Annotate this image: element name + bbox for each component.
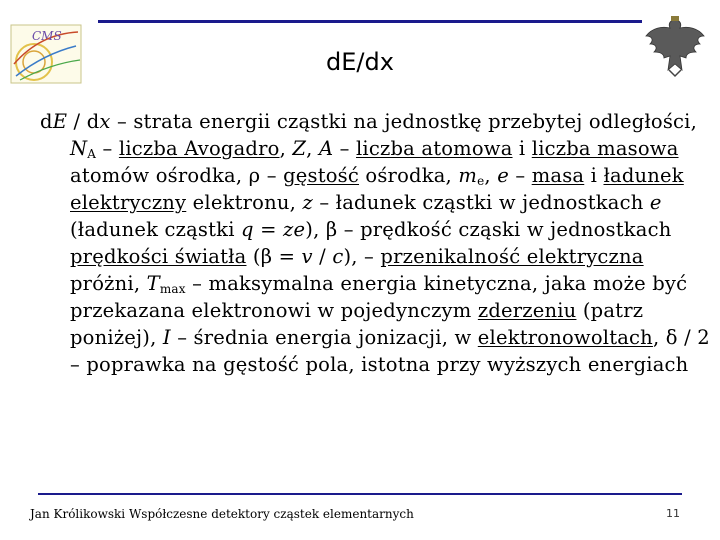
- variable: N: [70, 137, 88, 160]
- text-run: d: [40, 110, 53, 133]
- text-run: ), β – prędkość cząski w jednostkach: [305, 218, 672, 241]
- text-run: próżni,: [70, 272, 147, 295]
- text-run: ,: [306, 137, 319, 160]
- page-number: 11: [666, 507, 680, 520]
- link-liczba-atomowa[interactable]: liczba atomowa: [356, 137, 513, 160]
- text-run: –: [333, 137, 356, 160]
- subscript: e: [477, 174, 485, 188]
- variable: x: [99, 110, 111, 133]
- link-zderzenie[interactable]: zderzeniu: [477, 299, 577, 322]
- text-run: – ładunek cząstki w jednostkach: [312, 191, 650, 214]
- text-run: elektronu,: [186, 191, 303, 214]
- slide-title: dE/dx: [326, 48, 394, 76]
- variable: A: [318, 137, 334, 160]
- variable: z: [302, 191, 313, 214]
- top-rule: [98, 20, 642, 23]
- subscript: max: [159, 282, 186, 296]
- link-liczba-avogadro[interactable]: liczba Avogadro: [118, 137, 280, 160]
- text-run: –: [96, 137, 119, 160]
- text-run: (ładunek cząstki: [70, 218, 242, 241]
- variable: e: [649, 191, 662, 214]
- text-run: – maksymalna energia kinetyczna, jaka może być przekazana elektronowi w pojedynczym: [70, 272, 688, 322]
- text-run: , δ / 2 – poprawka na gęstość pola, istotna przy wyższych energiach: [70, 326, 710, 376]
- variable: E: [52, 110, 68, 133]
- link-elektronowolty[interactable]: elektronowoltach: [477, 326, 653, 349]
- link-przenikalnosc-elektryczna[interactable]: przenikalność elektryczna: [380, 245, 644, 268]
- variable: c: [332, 245, 344, 268]
- link-ladunek-elektryczny[interactable]: ładunek elektryczny: [70, 164, 684, 214]
- text-run: –: [508, 164, 532, 187]
- slide-body-text: [40, 108, 720, 378]
- text-run: –: [260, 164, 284, 187]
- text-run: atomów ośrodka,: [70, 164, 249, 187]
- link-predkosc-swiatla[interactable]: prędkości światła: [70, 245, 247, 268]
- variable: m: [458, 164, 478, 187]
- text-run: / d: [67, 110, 100, 133]
- text-run: ),: [343, 245, 365, 268]
- link-masa[interactable]: masa: [531, 164, 585, 187]
- symbol: ρ: [248, 164, 261, 187]
- text-run: ośrodka,: [359, 164, 459, 187]
- text-run: i: [512, 137, 532, 160]
- bottom-rule: [38, 493, 682, 495]
- subscript: A: [87, 147, 97, 161]
- text-run: –: [364, 245, 381, 268]
- variable: v: [301, 245, 313, 268]
- variable: q = ze: [241, 218, 306, 241]
- text-run: ,: [484, 164, 498, 187]
- cms-logo-text: CMS: [32, 29, 62, 43]
- variable: e: [497, 164, 509, 187]
- text-run: /: [312, 245, 333, 268]
- variable: T: [146, 272, 160, 295]
- text-run: – strata energii cząstki na jednostkę przebytej odległości,: [110, 110, 697, 133]
- variable: I: [162, 326, 171, 349]
- link-gestosc[interactable]: gęstość: [283, 164, 360, 187]
- link-liczba-masowa[interactable]: liczba masowa: [531, 137, 679, 160]
- text-run: (β =: [246, 245, 302, 268]
- text-run: (patrz poniżej),: [70, 299, 644, 349]
- footer-author-course: Jan Królikowski Współczesne detektory cząstek elementarnych: [30, 507, 414, 521]
- text-run: ,: [279, 137, 293, 160]
- text-run: – średnia energia jonizacji, w: [170, 326, 478, 349]
- variable: Z: [292, 137, 307, 160]
- text-run: i: [584, 164, 604, 187]
